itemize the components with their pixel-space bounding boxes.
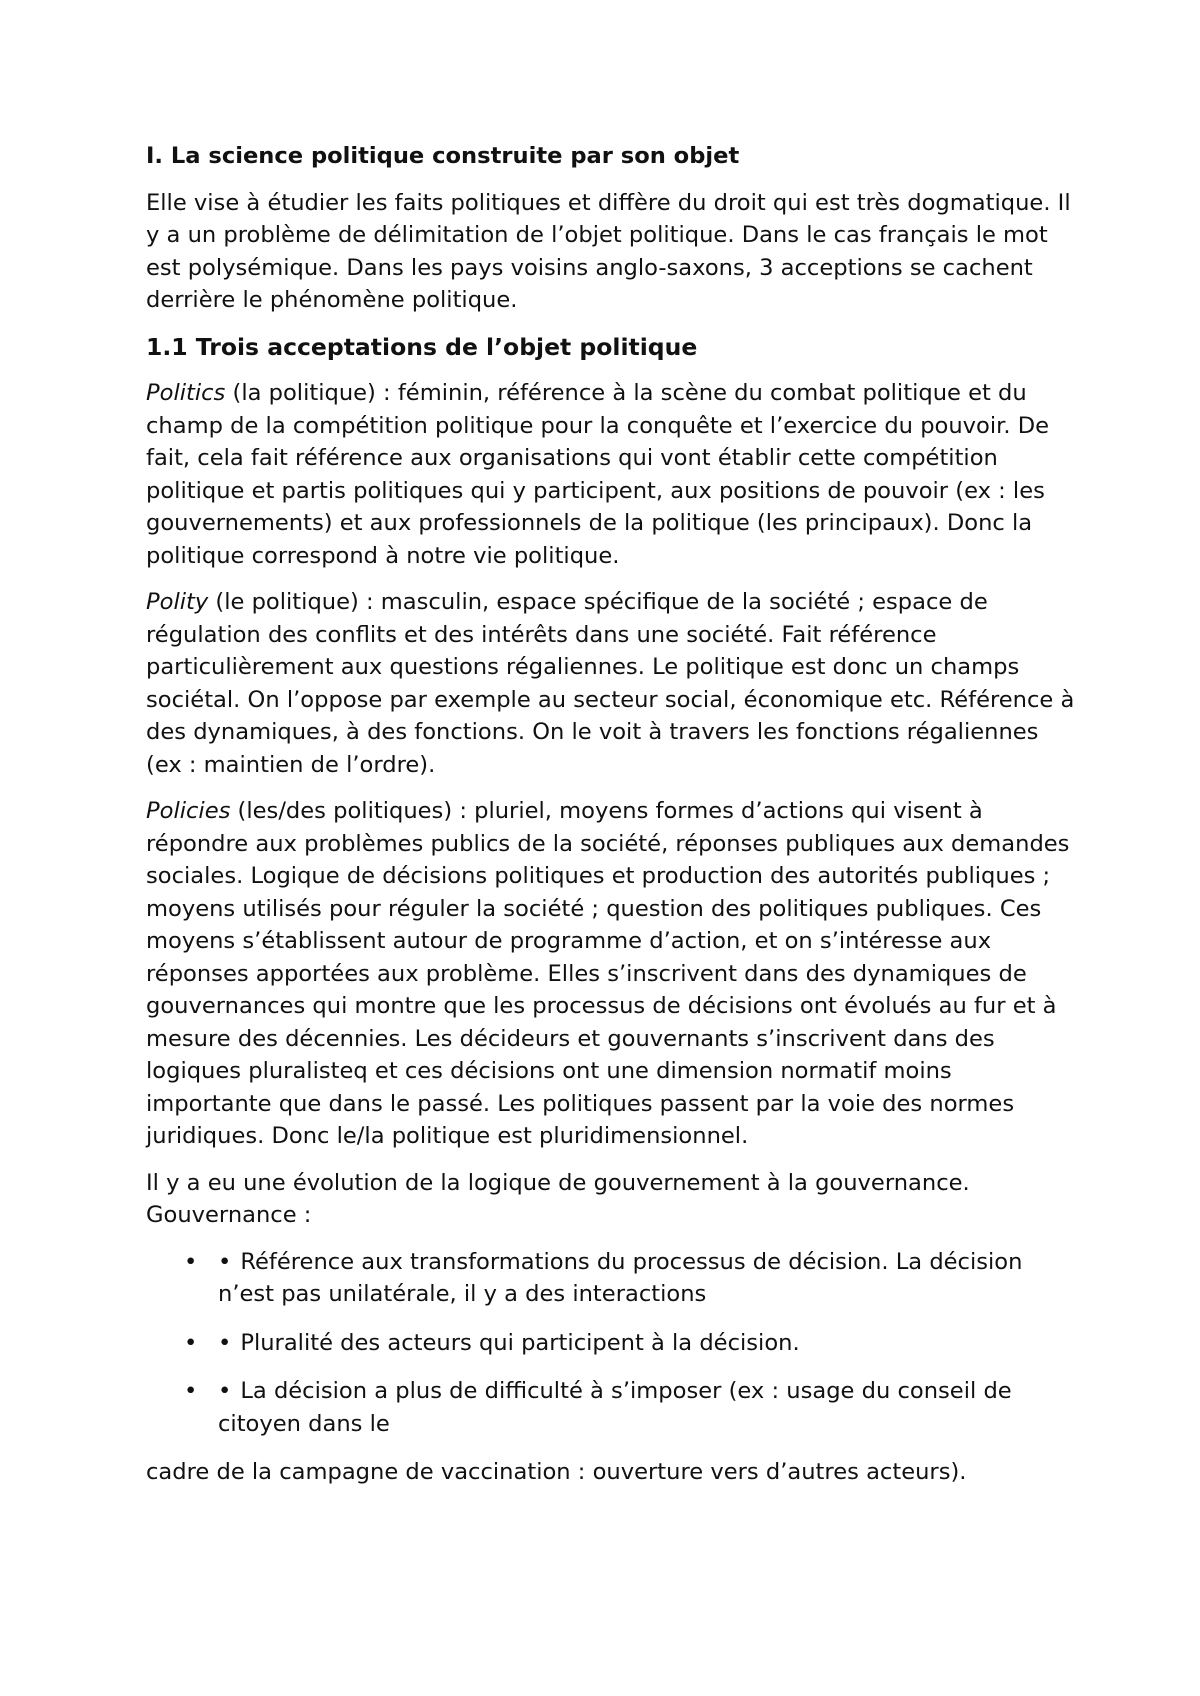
bullet-icon: • [184, 1329, 198, 1356]
governance-list [146, 1246, 1076, 1441]
bullet-icon: • [218, 1329, 232, 1356]
bullet-icon: • [218, 1378, 232, 1404]
document-title: I. La science politique construite par son objet [146, 143, 740, 169]
term-polity: Polity [146, 589, 209, 615]
bullet-icon: • [218, 1248, 232, 1275]
section-heading: 1.1 Trois acceptations de l’objet politique [146, 332, 698, 361]
definition-policies-text: (les/des politiques) : pluriel, moyens formes d’actions qui visent à répondre aux problèmes publics de la société, réponses publiques aux demandes sociales. Logique de décisions politiques et production des autorités publiques ; moyens utilisés pour réguler la société ; question des politiques publiques. Ces moyens s’établissent autour de programme d’action, et on s’intéresse aux réponses apportées aux problème. Elles s’inscrivent dans des dynamiques de gouvernances qui montre que les processus de décisions ont évolués au fur et à mesure des décennies. Les décideurs et gouvernants s’inscrivent dans des logiques pluralisteq et ces décisions ont une dimension normatif moins importante que dans le passé. Les politiques passent par la voie des normes juridiques. Donc le/la politique est pluridimensionnel. [146, 798, 1070, 1149]
definition-polity-text: (le politique) : masculin, espace spécifique de la société ; espace de régulation des conflits et des intérêts dans une société. Fait référence particulièrement aux questions régaliennes. Le politique est donc un champs sociétal. On l’oppose par exemple au secteur social, économique etc. Référence à des dynamiques, à des fonctions. On le voit à travers les fonctions régaliennes (ex : maintien de l’ordre). [146, 589, 1075, 778]
list-item [146, 1327, 1076, 1360]
term-politics: Politics [146, 380, 226, 406]
bullet-icon: • [184, 1378, 198, 1404]
term-policies: Policies [146, 798, 231, 824]
list-item-text: La décision a plus de difficulté à s’imposer (ex : usage du conseil de citoyen dans le [218, 1378, 1012, 1437]
definition-polity [146, 586, 1076, 781]
document-page [146, 140, 1076, 1503]
list-item [146, 1246, 1076, 1311]
definition-politics-text: (la politique) : féminin, référence à la scène du combat politique et du champ de la compétition politique pour la conquête et l’exercice du pouvoir. De fait, cela fait référence aux organisations qui vont établir cette compétition politique et partis politiques qui y participent, aux positions de pouvoir (ex : les gouvernements) et aux professionnels de la politique (les principaux). Donc la politique correspond à notre vie politique. [146, 380, 1050, 569]
list-item-text: Référence aux transformations du processus de décision. La décision n’est pas unilatérale, il y a des interactions [218, 1248, 1023, 1307]
list-item [146, 1375, 1076, 1440]
intro-paragraph: Elle vise à étudier les faits politiques et diffère du droit qui est très dogmatique. Il y a un problème de délimitation de l’objet politique. Dans le cas français le mot est polysémique. Dans les pays voisins anglo-saxons, 3 acceptions se cachent derrière le phénomène politique. [146, 189, 1071, 313]
definition-policies [146, 795, 1076, 1153]
bullet-icon: • [184, 1248, 198, 1275]
closing-paragraph: cadre de la campagne de vaccination : ouverture vers d’autres acteurs). [146, 1459, 967, 1485]
list-item-text: Pluralité des acteurs qui participent à la décision. [240, 1329, 800, 1356]
definition-politics [146, 377, 1076, 572]
evolution-paragraph: Il y a eu une évolution de la logique de gouvernement à la gouvernance. Gouvernance : [146, 1169, 970, 1228]
